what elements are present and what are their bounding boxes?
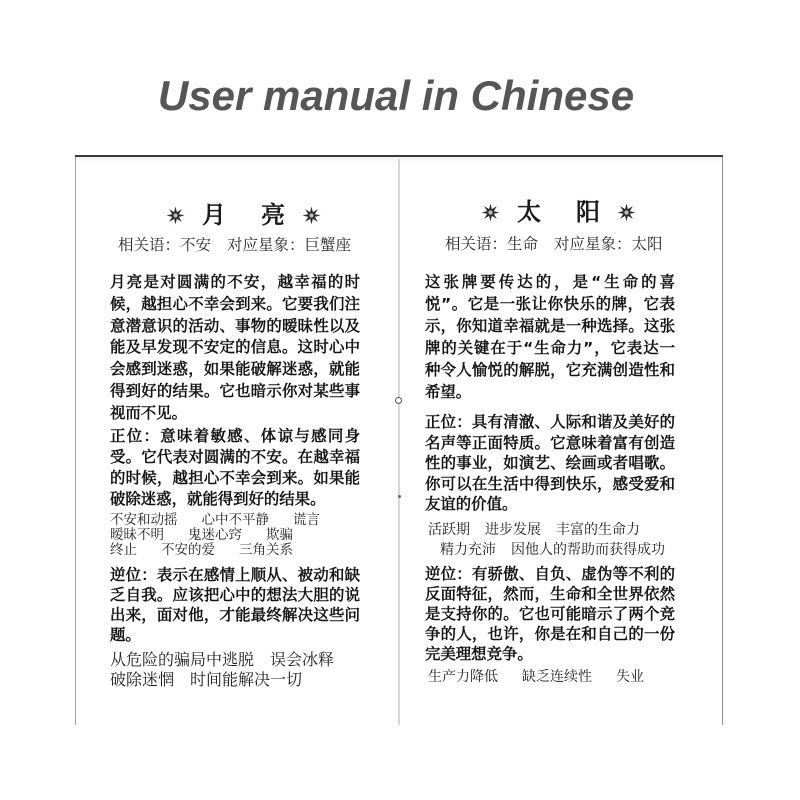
title-char: 月: [202, 201, 226, 229]
text-line: 争的人，也许，你是在和自己的一份: [425, 625, 675, 643]
keyword: 从危险的骗局中逃脱: [110, 650, 255, 669]
keyword: 终止: [110, 542, 137, 558]
text-line: 逆位：有骄傲、自负、虚伪等不利的: [425, 565, 675, 583]
reversed-paragraph: [425, 564, 675, 664]
text-line: 反面特征，然而，生命和全世界依然: [425, 585, 675, 603]
text-line: 会感到迷惑，如果能破解迷惑，就能: [110, 360, 360, 379]
page-subtitle: [445, 235, 663, 253]
text-line: 候，越担心不幸会到来。它要我们注: [110, 294, 360, 313]
reversed-keywords: [110, 650, 370, 690]
text-line: 这张牌要传达的，是“生命的喜: [425, 273, 675, 291]
text-line: 乏自我。应该把心中的想法大胆的说: [110, 586, 360, 604]
astrology-sign-label: 对应星象：太阳: [554, 235, 663, 253]
text-line: 题。: [110, 626, 141, 644]
page-title: [481, 198, 636, 226]
astrology-sign-label: 对应星象：巨蟹座: [227, 236, 352, 254]
keyword: 失业: [616, 669, 644, 685]
text-line: 你可以在生活中得到快乐，感受爱和: [425, 474, 675, 493]
text-line: 完美理想竞争。: [425, 645, 533, 663]
title-char: 太: [517, 198, 541, 226]
text-line: 悦”。它是一张让你快乐的牌，它表: [425, 295, 675, 313]
text-line: 是支持你的。它也可能暗示了两个竞: [425, 605, 675, 623]
star-ornament-icon: [166, 206, 185, 225]
keyword: 心中不平静: [201, 512, 269, 528]
text-line: 希望。: [425, 383, 472, 401]
text-line: 意潜意识的活动、事物的暧昧性以及: [110, 316, 360, 335]
upright-keywords: [428, 520, 688, 560]
intro-paragraph: [425, 271, 675, 403]
text-line: 破除迷惑，就能得到好的结果。: [110, 490, 326, 508]
keyword: 时间能解决一切: [190, 670, 303, 689]
text-line: 得到好的结果。它也暗示你对某些事: [110, 381, 360, 400]
upright-paragraph: [425, 412, 675, 515]
title-char: 亮: [261, 201, 285, 229]
keyword: 破除迷惘: [110, 670, 175, 689]
text-line: 月亮是对圆满的不安，越幸福的时: [110, 273, 360, 291]
keyword-row: [110, 670, 370, 690]
text-line: 受。它代表对圆满的不安。在越幸福: [110, 448, 360, 466]
text-line: 示，你知道幸福就是一种选择。这张: [425, 317, 675, 335]
page-title: [166, 201, 321, 229]
text-line: 名声等正面特质。它意味着富有创造: [425, 433, 675, 452]
reversed-paragraph: [110, 565, 360, 645]
booklet-scan: [75, 155, 723, 725]
related-keyword-label: 相关语：生命: [445, 235, 539, 253]
star-ornament-icon: [481, 203, 500, 222]
text-line: 正位：意味着敏感、体谅与感同身: [110, 427, 360, 445]
caption-title: User manual in Chinese: [157, 72, 635, 119]
keyword: 丰富的生命力: [556, 522, 640, 538]
upright-keywords: [110, 513, 370, 558]
keyword: 欺骗: [266, 527, 293, 543]
keyword-row: [428, 540, 688, 560]
keyword: 暧昧不明: [110, 527, 164, 543]
star-ornament-icon: [617, 203, 636, 222]
keyword: 不安的爱: [161, 542, 215, 558]
intro-paragraph: [110, 272, 360, 425]
keyword-row: [110, 513, 370, 528]
keyword: 因他人的帮助而获得成功: [511, 542, 665, 558]
upright-paragraph: [110, 426, 360, 510]
keyword: 谎言: [293, 512, 320, 528]
keyword: 不安和动摇: [110, 512, 178, 528]
keyword: 精力充沛: [440, 542, 496, 558]
keyword: 活跃期: [428, 522, 470, 538]
text-line: 逆位：表示在感情上顺从、被动和缺: [110, 566, 360, 584]
keyword: 生产力降低: [428, 669, 498, 685]
reversed-keywords: [428, 667, 688, 687]
text-line: 友谊的价值。: [425, 495, 518, 513]
text-line: 视而不见。: [110, 403, 187, 422]
keyword: 误会冰释: [270, 650, 335, 669]
text-line: 出来，面对他，才能最终解决这些问: [110, 606, 360, 624]
keyword-row: [110, 543, 370, 558]
keyword: 进步发展: [485, 522, 541, 538]
left-page: [75, 155, 400, 725]
right-page: [400, 155, 723, 725]
text-line: 正位：具有清澈、人际和谐及美好的: [425, 413, 675, 431]
keyword: 三角关系: [239, 542, 293, 558]
keyword: 缺乏连续性: [522, 669, 592, 685]
text-line: 种令人愉悦的解脱，它充满创造性和: [425, 361, 675, 379]
star-ornament-icon: [302, 206, 321, 225]
text-line: 牌的关键在于“生命力”，它表达一: [425, 339, 675, 357]
keyword-row: [428, 667, 688, 687]
keyword-row: [428, 520, 688, 540]
keyword-row: [110, 528, 370, 543]
page-subtitle: [118, 236, 351, 254]
text-line: 能及早发现不安定的信息。这时心中: [110, 338, 360, 357]
keyword: 鬼迷心窍: [188, 527, 242, 543]
related-keyword-label: 相关语：不安: [118, 236, 212, 254]
text-line: 的时候，越担心不幸会到来。如果能: [110, 469, 360, 487]
text-line: 性的事业，如演艺、绘画或者唱歌。: [425, 454, 675, 472]
title-char: 阳: [576, 198, 600, 226]
keyword-row: [110, 650, 370, 670]
